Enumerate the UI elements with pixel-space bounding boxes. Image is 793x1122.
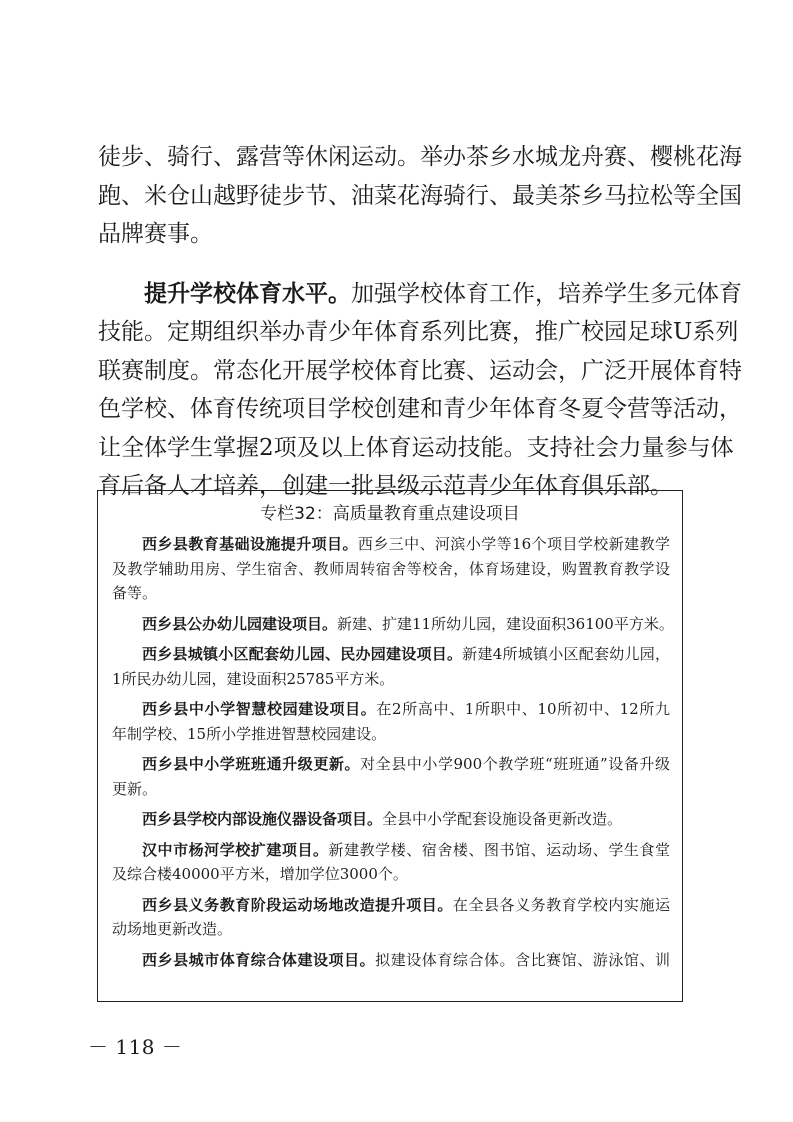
item-line <box>112 612 674 637</box>
item-heading: 西乡县城市体育综合体建设项目。 <box>142 950 376 969</box>
item-line <box>112 642 670 667</box>
item-line: 备等。 <box>112 584 158 602</box>
text-line: 跑、米仓山越野徒步节、油菜花海骑行、最美茶乡马拉松等全国 <box>98 182 742 209</box>
item-line <box>112 948 670 973</box>
text-line: 品牌赛事。 <box>98 221 213 247</box>
item-line <box>112 838 670 863</box>
item-line: 年制学校、15所小学推进智慧校园建设。 <box>112 724 387 743</box>
text-line <box>98 275 742 314</box>
item-heading: 西乡县教育基础设施提升项目。 <box>142 535 358 553</box>
item-heading: 西乡县义务教育阶段运动场地改造提升项目。 <box>142 895 453 914</box>
paragraph-heading: 提升学校体育水平。 <box>144 279 351 307</box>
item-text: 西乡三中、河滨小学等16个项目学校新建教学 <box>357 535 670 553</box>
item-line <box>112 807 670 832</box>
item-line: 动场地更新改造。 <box>112 920 233 938</box>
item-line <box>112 893 670 918</box>
text-line: 联赛制度。常态化开展学校体育比赛、运动会，广泛开展体育特 <box>98 357 742 384</box>
item-text: 全县中小学配套设施设备更新改造。 <box>382 810 623 828</box>
project-item <box>112 532 670 606</box>
item-text: 新建、扩建11所幼儿园，建设面积36100平方米。 <box>337 614 674 633</box>
item-line: 及综合楼40000平方米，增加学位3000个。 <box>112 865 408 883</box>
item-text: 对全县中小学900个教学班“班班通”设备升级 <box>360 755 670 773</box>
item-line: 1所民办幼儿园，建设面积25785平方米。 <box>112 669 395 688</box>
project-item <box>112 752 670 801</box>
item-line <box>112 532 670 557</box>
item-text: 在2所高中、1所职中、10所初中、12所九 <box>376 700 670 718</box>
text-line: 让全体学生掌握2项及以上体育运动技能。支持社会力量参与体 <box>98 434 734 461</box>
project-item <box>112 807 670 832</box>
project-item <box>112 838 670 887</box>
text-line: 育后备人才培养，创建一批县级示范青少年体育俱乐部。 <box>98 473 673 499</box>
box-body <box>98 532 682 972</box>
item-text: 在全县各义务教育学校内实施运 <box>452 895 670 914</box>
project-item <box>112 697 670 746</box>
text-line: 徒步、骑行、露营等休闲运动。举办茶乡水城龙舟赛、樱桃花海 <box>98 144 742 170</box>
item-line: 及教学辅助用房、学生宿舍、教师周转宿舍等校舍，体育场建设，购置教育教学设 <box>112 559 670 578</box>
item-heading: 西乡县学校内部设施仪器设备项目。 <box>142 810 383 828</box>
project-item <box>112 642 670 691</box>
item-line <box>112 697 670 722</box>
item-heading: 汉中市杨河学校扩建项目。 <box>142 840 329 859</box>
item-line <box>112 752 670 777</box>
item-heading: 西乡县城镇小区配套幼儿园、民办园建设项目。 <box>142 645 463 663</box>
project-item <box>112 893 670 942</box>
item-text: 拟建设体育综合体。含比赛馆、游泳馆、训 <box>375 950 670 969</box>
text-line: 色学校、体育传统项目学校创建和青少年体育冬夏令营等活动， <box>98 396 742 422</box>
item-line: 更新。 <box>112 779 158 798</box>
item-text: 新建教学楼、宿舍楼、图书馆、运动场、学生食堂 <box>328 840 670 859</box>
item-text: 新建4所城镇小区配套幼儿园， <box>462 645 670 663</box>
item-heading: 西乡县中小学智慧校园建设项目。 <box>142 700 377 718</box>
item-heading: 西乡县公办幼儿园建设项目。 <box>142 614 338 633</box>
project-item <box>112 612 674 637</box>
box-title: 专栏32：高质量教育重点建设项目 <box>260 504 520 524</box>
paragraph-school-sports <box>98 275 742 506</box>
project-item <box>112 948 670 973</box>
page-number: － 118 － <box>88 1035 183 1059</box>
item-heading: 西乡县中小学班班通升级更新。 <box>142 755 361 773</box>
project-column-box <box>97 490 683 1002</box>
body-text <box>98 138 742 506</box>
paragraph-text: 加强学校体育工作，培养学生多元体育 <box>351 280 742 307</box>
text-line: 技能。定期组织举办青少年体育系列比赛，推广校园足球U系列 <box>98 319 739 345</box>
paragraph-leisure-sports <box>98 138 742 254</box>
